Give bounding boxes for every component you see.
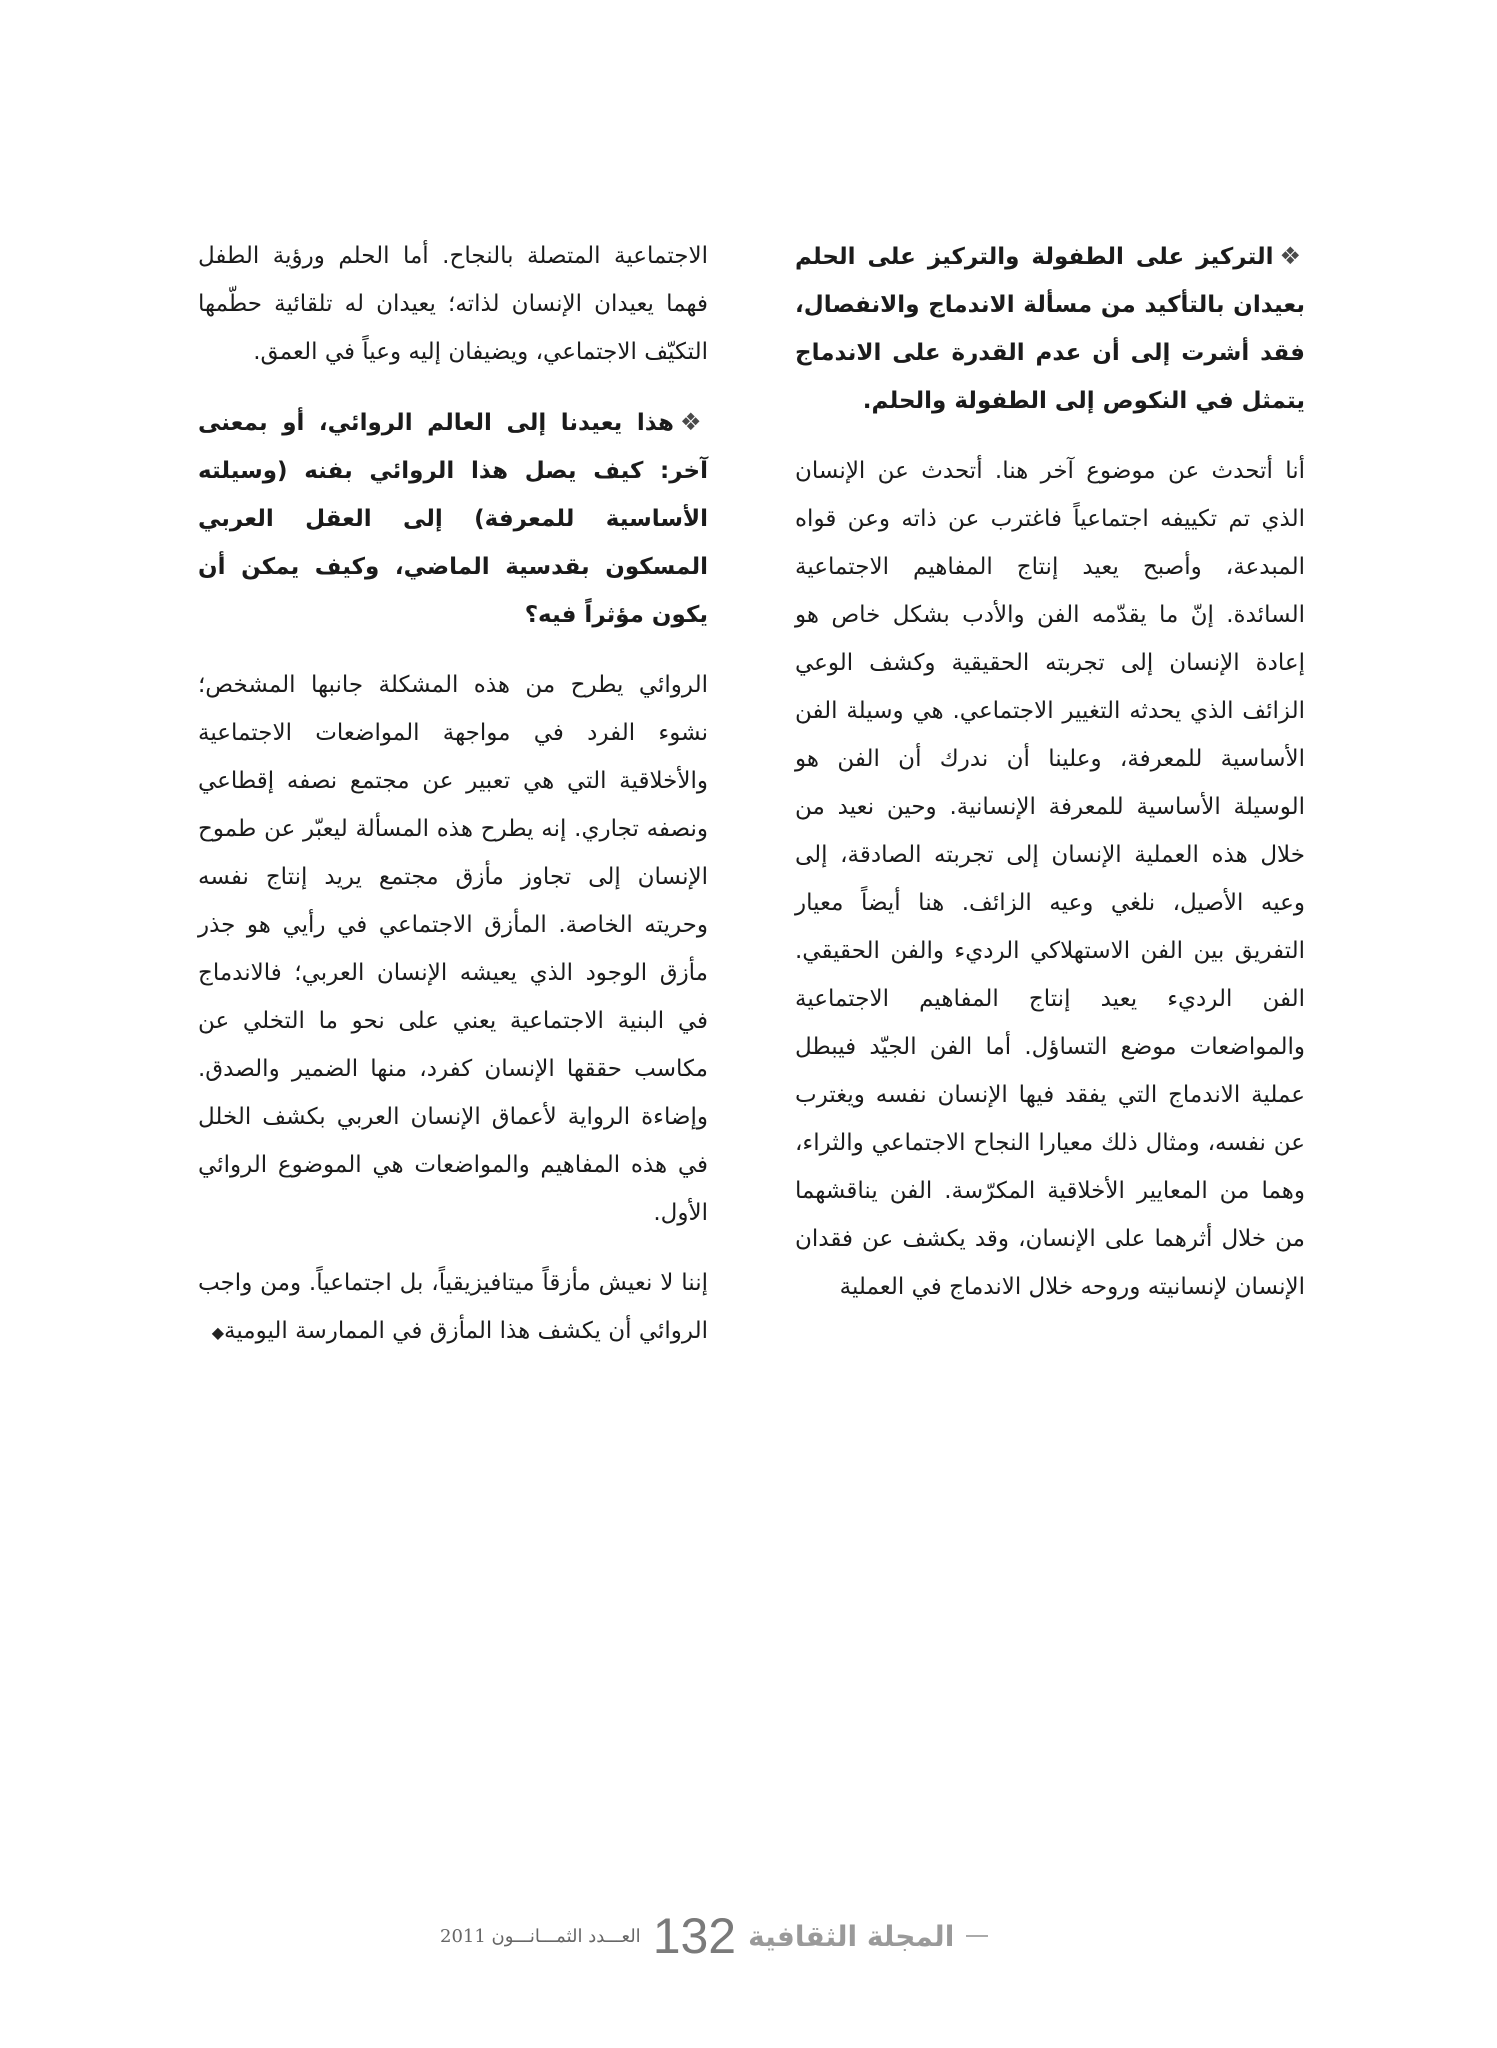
answer-3-text: إننا لا نعيش مأزقاً ميتافيزيقياً، بل اجتماعياً. ومن واجب الروائي أن يكشف هذا المأزق في الممارسة اليومية [198, 1270, 708, 1344]
ornament-icon: ❖ [1279, 242, 1306, 270]
question-1 [795, 232, 1305, 425]
end-mark-icon: ◆ [211, 1323, 225, 1342]
answer-1-continued: الاجتماعية المتصلة بالنجاح. أما الحلم ورؤية الطفل فهما يعيدان الإنسان لذاته؛ يعيدان له تلقائية حطّمها التكيّف الاجتماعي، ويضيفان إليه وعياً في العمق. [198, 243, 708, 365]
issue-label: العـــدد الثمـــانـــون 2011 [440, 1925, 641, 1947]
ornament-icon: ❖ [679, 408, 709, 436]
left-column [198, 232, 708, 1357]
question-2 [198, 398, 708, 639]
answer-2: الروائي يطرح من هذه المشكلة جانبها المشخص؛ نشوء الفرد في مواجهة المواضعات الاجتماعية والأخلاقية التي هي تعبير عن مجتمع نصفه إقطاعي ونصفه تجاري. إنه يطرح هذه المسألة ليعبّر عن طموح الإنسان إلى تجاوز مأزق مجتمع يريد إنتاج نفسه وحريته الخاصة. المأزق الاجتماعي في رأيي هو جذر مأزق الوجود الذي يعيشه الإنسان العربي؛ فالاندماج في البنية الاجتماعية يعني على نحو ما التخلي عن مكاسب حققها الإنسان كفرد، منها الضمير والصدق. وإضاءة الرواية لأعماق الإنسان العربي بكشف الخلل في هذه المفاهيم والمواضعات هي الموضوع الروائي الأول. [198, 672, 708, 1226]
page-number: 132 [652, 1908, 737, 1964]
answer-3 [198, 1259, 708, 1357]
question-1-text: التركيز على الطفولة والتركيز على الحلم بعيدان بالتأكيد من مسألة الاندماج والانفصال، فقد أشرت إلى أن عدم القدرة على الاندماج يتمثل في النكوص إلى الطفولة والحلم. [795, 244, 1305, 414]
question-2-text: هذا يعيدنا إلى العالم الروائي، أو بمعنى آخر: كيف يصل هذا الروائي بفنه (وسيلته الأساسية للمعرفة) إلى العقل العربي المسكون بقدسية الماضي، وكيف يمكن أن يكون مؤثراً فيه؟ [198, 410, 708, 628]
footer-divider [966, 1935, 988, 1937]
answer-1: أنا أتحدث عن موضوع آخر هنا. أتحدث عن الإنسان الذي تم تكييفه اجتماعياً فاغترب عن ذاته وعن قواه المبدعة، وأصبح يعيد إنتاج المفاهيم الاجتماعية السائدة. إنّ ما يقدّمه الفن والأدب بشكل خاص هو إعادة الإنسان إلى تجربته الحقيقية وكشف الوعي الزائف الذي يحدثه التغيير الاجتماعي. هي وسيلة الفن الأساسية للمعرفة، وعلينا أن ندرك أن الفن هو الوسيلة الأساسية للمعرفة الإنسانية. وحين نعيد من خلال هذه العملية الإنسان إلى تجربته الصادقة، إلى وعيه الأصيل، نلغي وعيه الزائف. هنا أيضاً معيار التفريق بين الفن الاستهلاكي الرديء والفن الحقيقي. الفن الرديء يعيد إنتاج المفاهيم الاجتماعية والمواضعات موضع التساؤل. أما الفن الجيّد فيبطل عملية الاندماج التي يفقد فيها الإنسان نفسه ويغترب عن نفسه، ومثال ذلك معيارا النجاح الاجتماعي والثراء، وهما من المعايير الأخلاقية المكرّسة. الفن يناقشهما من خلال أثرهما على الإنسان، وقد يكشف عن فقدان الإنسان لإنسانيته وروحه خلال الاندماج في العملية [795, 458, 1305, 1300]
magazine-name: المجلة الثقافية [748, 1919, 955, 1953]
right-column [795, 232, 1305, 1311]
page-footer [440, 1908, 988, 1964]
